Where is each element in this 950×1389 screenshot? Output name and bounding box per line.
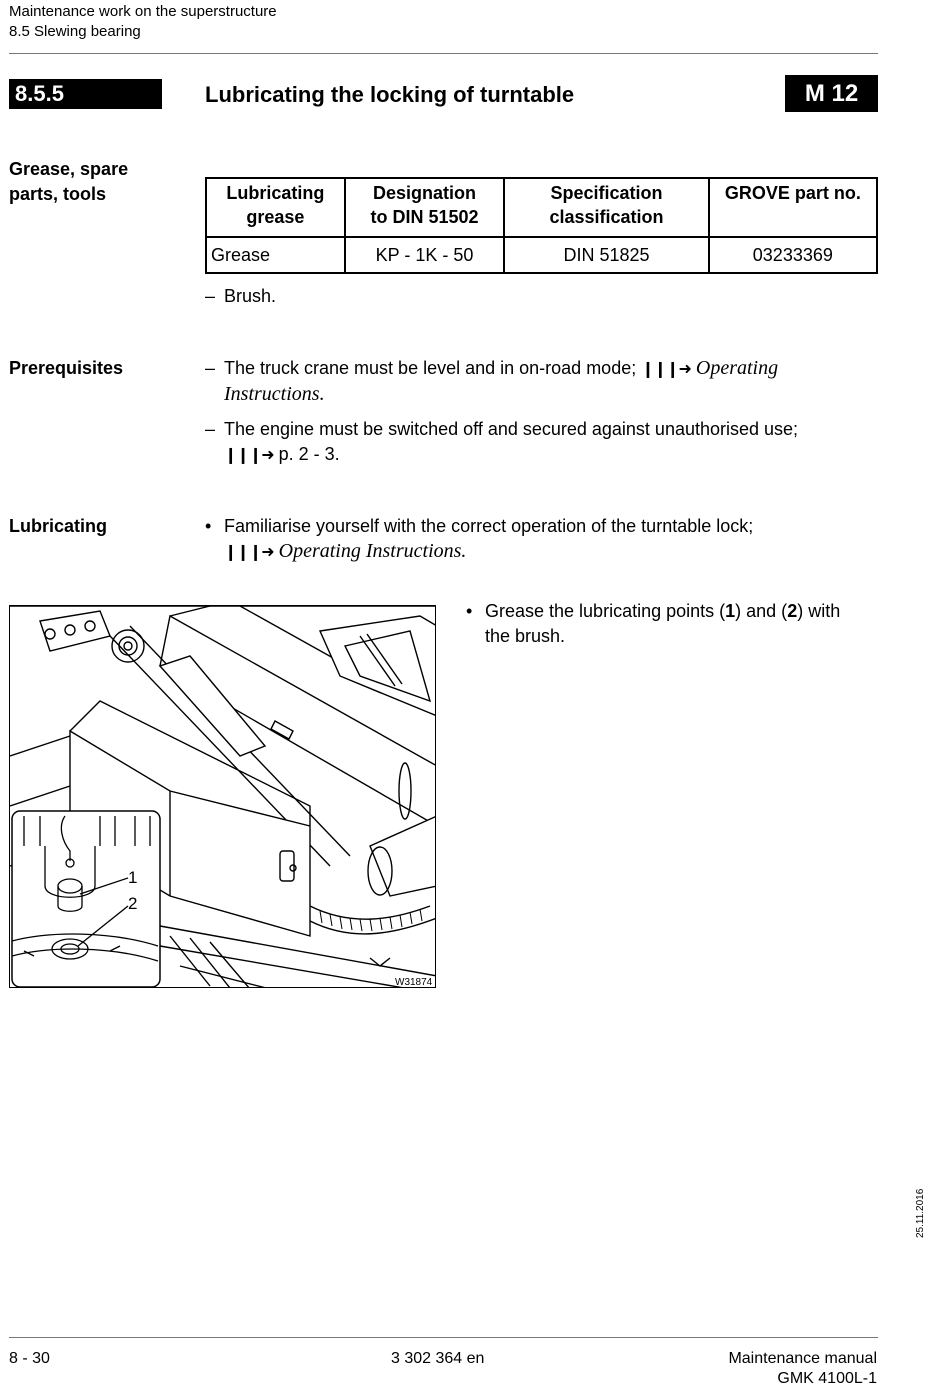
lubricating-step-1: • Familiarise yourself with the correct operation of the turntable lock; ❙❙❙➜ Operating Instructions. <box>205 516 754 562</box>
reference-arrow-icon: ❙❙❙➜ <box>224 544 274 561</box>
illustration-drawing <box>10 606 436 988</box>
callout-2: 2 <box>128 894 138 913</box>
cell-grease: Grease <box>206 237 345 273</box>
header-section: 8.5 Slewing bearing <box>9 23 141 40</box>
grease-side-label-line2: parts, tools <box>9 184 107 204</box>
col-header-specification: Specification classification <box>504 178 708 237</box>
grease-side-label-line1: Grease, spare <box>9 159 129 179</box>
grease-side-label <box>9 157 128 207</box>
reference-arrow-icon: ❙❙❙➜ <box>641 361 691 378</box>
lubricant-table <box>205 177 878 274</box>
reference-operating-instructions[interactable]: Operating <box>695 357 779 379</box>
reference-page[interactable]: p. 2 - 3. <box>278 444 340 464</box>
document-number: 3 302 364 en <box>391 1350 485 1367</box>
figure-code: W31874 <box>395 977 433 988</box>
bullet-icon: • <box>205 516 212 536</box>
cell-designation: KP - 1K - 50 <box>345 237 505 273</box>
col-header-designation: Designation to DIN 51502 <box>345 178 505 237</box>
turntable-lock-illustration <box>9 605 436 988</box>
col-header-part-no: GROVE part no. <box>709 178 877 237</box>
dash-icon: – <box>205 286 216 306</box>
header-chapter: Maintenance work on the superstructure <box>9 3 277 20</box>
prerequisite-item-1: – The truck crane must be level and in on-road mode; ❙❙❙➜ Operating Instructions. <box>205 357 779 405</box>
list-item-brush: – Brush. <box>205 286 277 306</box>
header-divider <box>9 53 878 54</box>
lubricating-step-2: • Grease the lubricating points (1) and (2) with the brush. <box>466 601 841 646</box>
dash-icon: – <box>205 419 216 439</box>
bullet-icon: • <box>466 601 473 621</box>
manual-title: Maintenance manual <box>728 1350 877 1367</box>
page-number: 8 - 30 <box>9 1350 50 1367</box>
footer-divider <box>9 1337 878 1338</box>
prerequisite-item-2: – The engine must be switched off and secured against unauthorised use; ❙❙❙➜ p. 2 - 3. <box>205 419 799 464</box>
reference-operating-instructions[interactable]: Operating Instructions <box>278 540 462 562</box>
cell-specification: DIN 51825 <box>504 237 708 273</box>
col-header-lubricating-grease: Lubricating grease <box>206 178 345 237</box>
dash-icon: – <box>205 358 216 378</box>
crane-model: GMK 4100L-1 <box>777 1370 877 1387</box>
print-date: 25.11.2016 <box>915 1188 926 1238</box>
maintenance-code-badge: M 12 <box>785 75 878 112</box>
section-number: 8.5.5 <box>9 79 162 109</box>
table-row <box>206 237 877 273</box>
callout-1: 1 <box>128 868 138 887</box>
section-title: Lubricating the locking of turntable <box>205 82 575 107</box>
table-header-row <box>206 178 877 237</box>
prerequisites-side-label: Prerequisites <box>9 358 124 378</box>
cell-part-no: 03233369 <box>709 237 877 273</box>
lubricating-side-label: Lubricating <box>9 516 107 536</box>
reference-arrow-icon: ❙❙❙➜ <box>224 447 274 464</box>
